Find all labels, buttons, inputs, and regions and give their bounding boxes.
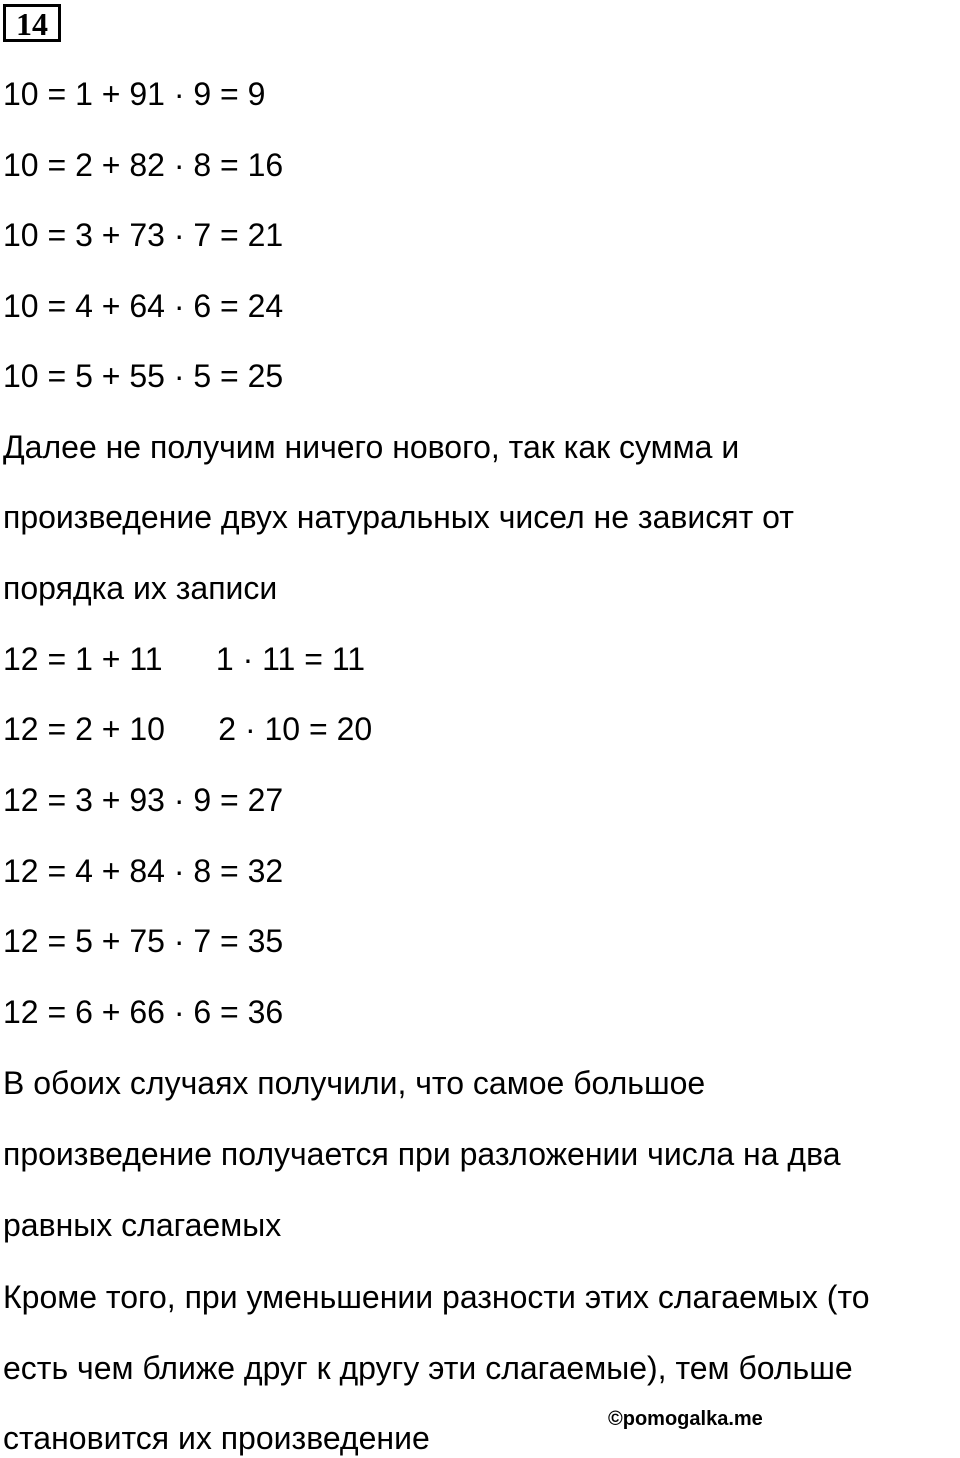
text-line: произведение двух натуральных чисел не зависят от: [3, 499, 794, 535]
text-line: Далее не получим ничего нового, так как сумма и: [3, 429, 740, 465]
text-line: 12 = 1 + 11 1 · 11 = 11: [3, 641, 366, 677]
text-line: Кроме того, при уменьшении разности этих слагаемых (то: [3, 1279, 870, 1315]
text-line: 10 = 3 + 73 · 7 = 21: [3, 217, 284, 253]
text-line: есть чем ближе друг к другу эти слагаемые), тем больше: [3, 1350, 853, 1386]
text-line: порядка их записи: [3, 570, 278, 606]
text-line: 12 = 6 + 66 · 6 = 36: [3, 994, 284, 1030]
text-line: равных слагаемых: [3, 1207, 282, 1243]
text-line: становится их произведение: [3, 1420, 430, 1456]
text-line: произведение получается при разложении числа на два: [3, 1136, 841, 1172]
problem-number: 14: [3, 4, 61, 42]
text-line: В обоих случаях получили, что самое большое: [3, 1065, 706, 1101]
text-line: 10 = 1 + 91 · 9 = 9: [3, 76, 266, 112]
text-line: 10 = 2 + 82 · 8 = 16: [3, 147, 284, 183]
watermark: ©pomogalka.me: [608, 1408, 763, 1430]
text-line: 12 = 2 + 10 2 · 10 = 20: [3, 711, 373, 747]
text-line: 12 = 3 + 93 · 9 = 27: [3, 782, 284, 818]
text-line: 10 = 5 + 55 · 5 = 25: [3, 358, 284, 394]
text-line: 10 = 4 + 64 · 6 = 24: [3, 288, 284, 324]
text-line: 12 = 4 + 84 · 8 = 32: [3, 853, 284, 889]
text-line: 12 = 5 + 75 · 7 = 35: [3, 923, 284, 959]
